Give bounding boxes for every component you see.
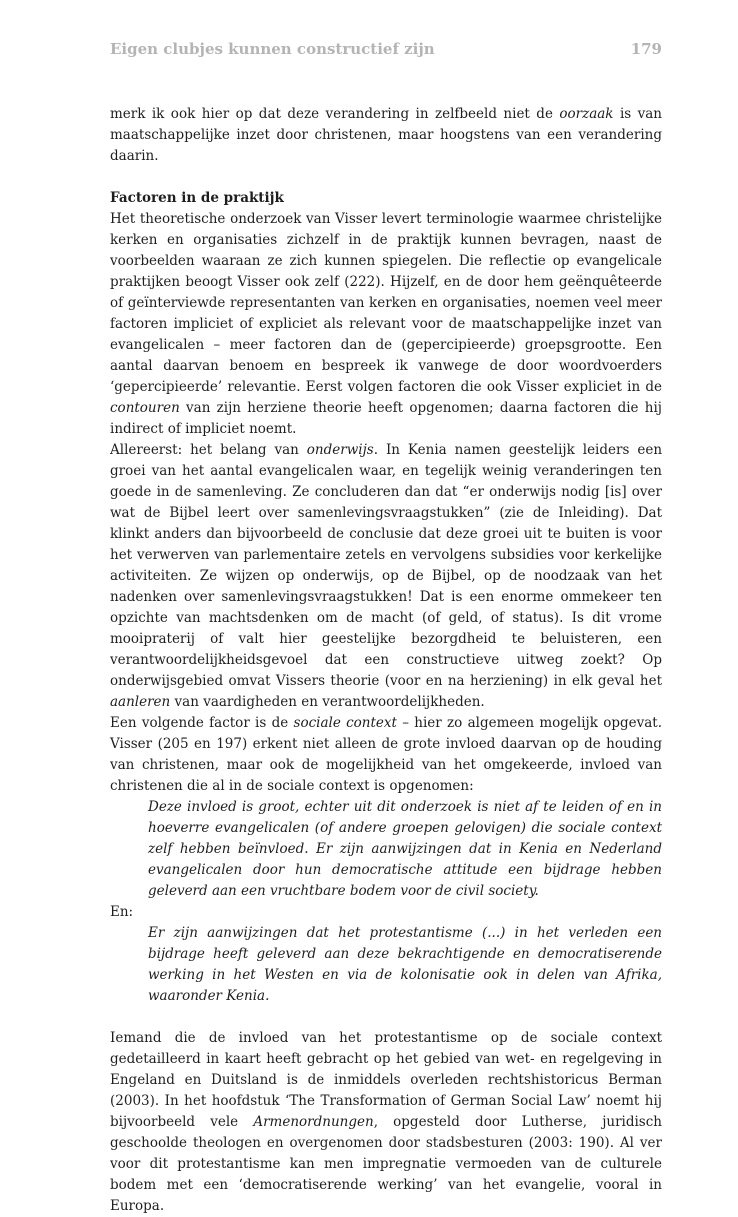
paragraph-continuation: merk ik ook hier op dat deze verandering in zelfbeeld niet de oorzaak is van maatschappelijke inzet door christenen, maar hoogstens van een verandering daarin.: [110, 106, 663, 164]
emphasis-oorzaak: oorzaak: [559, 106, 614, 122]
page-body: [110, 104, 662, 1217]
section-heading: Factoren in de praktijk: [110, 190, 284, 206]
emphasis-onderwijs: onderwijs: [306, 442, 374, 458]
paragraph-sociale-context: Een volgende factor is de sociale context – hier zo algemeen mogelijk opgevat. Visser (205 en 197) erkent niet alleen de grote invloed daarvan op de houding van christenen, maar ook de mogelijkheid van het omgekeerde, invloed van christenen die al in de sociale context is opgenomen:: [110, 715, 662, 794]
page-number: 179: [630, 40, 662, 58]
emphasis-sociale-context: sociale context: [293, 715, 397, 731]
label-en: En:: [110, 904, 134, 920]
paragraph-visser-theory: Het theoretische onderzoek van Visser levert terminologie waarmee christelijke kerken en organisaties zichzelf in de praktijk kunnen bevragen, naast de voorbeelden waaraan ze zich kunnen spiegelen. Die reflectie op evangelicale praktijken beoogt Visser ook zelf (222). Hijzelf, en de door hem geënquêteerde of geïnterviewde representanten van kerken en organisaties, noemen veel meer factoren impliciet of expliciet als relevant voor de maatschappelijke inzet van evangelicalen – meer factoren dan de (gepercipieerde) groepsgrootte. Een aantal daarvan benoem en bespreek ik vanwege de door woordvoerders ‘gepercipieerde’ relevantie. Eerst volgen factoren die ook Visser expliciet in de contouren van zijn herziene theorie heeft opgenomen; daarna factoren die hij indirect of impliciet noemt.: [110, 211, 662, 437]
emphasis-aanleren: aanleren: [110, 694, 171, 710]
block-quote-2: Er zijn aanwijzingen dat het protestantisme (...) in het verleden een bijdrage heeft geleverd aan deze bekrachtigende en democratiserende werking in het Westen en via de kolonisatie ook in delen van Afrika, waaronder Kenia.: [148, 925, 662, 1004]
block-quote-1: Deze invloed is groot, echter uit dit onderzoek is niet af te leiden of en in hoeverre evangelicalen (of andere groepen gelovigen) die sociale context zelf hebben beïnvloed. Er zijn aanwijzingen dat in Kenia en Nederland evangelicalen door hun democratische attitude een bijdrage hebben geleverd aan een vruchtbare bodem voor de civil society.: [148, 799, 662, 899]
emphasis-contouren: contouren: [110, 400, 180, 416]
emphasis-armenordnungen: Armenordnungen: [253, 1114, 374, 1130]
paragraph-onderwijs: Allereerst: het belang van onderwijs. In Kenia namen geestelijk leiders een groei van het aantal evangelicalen waar, en tegelijk weinig veranderingen ten goede in de samenleving. Ze concluderen dan dat “er onderwijs nodig [is] over wat de Bijbel leert over samenlevingsvraagstukken” (zie de Inleiding). Dat klinkt anders dan bijvoorbeeld de conclusie dat deze groei uit te buiten is voor het verwerven van parlementaire zetels en vervolgens subsidies voor kerkelijke activiteiten. Ze wijzen op onderwijs, op de Bijbel, op de noodzaak van het nadenken over samenlevingsvraagstukken! Dat is een enorme ommekeer ten opzichte van machtsdenken om de macht (of geld, of status). Is dit vrome mooipraterij of valt hier geestelijke bezorgdheid te beluisteren, een verantwoordelijkheidsgevoel dat een constructieve uitweg zoekt? Op onderwijsgebied omvat Vissers theorie (voor en na herziening) in elk geval het aanleren van vaardigheden en verantwoordelijkheden.: [110, 442, 663, 710]
paragraph-berman: Iemand die de invloed van het protestantisme op de sociale context gedetailleerd in kaart heeft gebracht op het gebied van wet- en regelgeving in Engeland en Duitsland is de inmiddels overleden rechtshistoricus Berman (2003). In het hoofdstuk ‘The Transformation of German Social Law’ noemt hij bijvoorbeeld vele Armenordnungen, opgesteld door Lutherse, juridisch geschoolde theologen en overgenomen door stadsbesturen (2003: 190). Al ver voor dit protestantisme kan men impregnatie vermoeden van de culturele bodem met een ‘democratiserende werking’ van het evangelie, vooral in Europa.: [110, 1030, 662, 1214]
running-header: [110, 40, 662, 58]
running-title: Eigen clubjes kunnen constructief zijn: [110, 40, 435, 58]
